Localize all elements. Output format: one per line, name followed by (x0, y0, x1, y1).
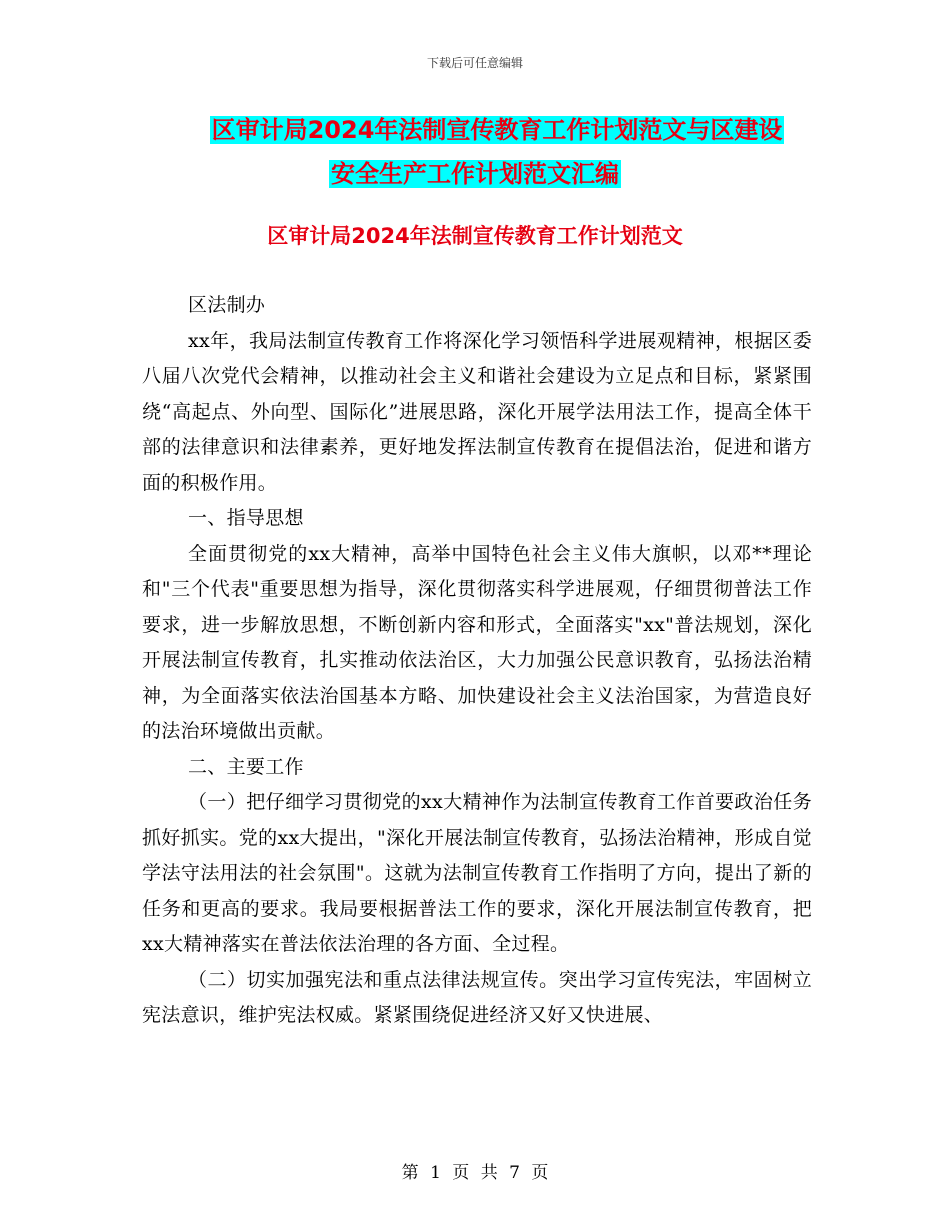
document-title-text-2: 安全生产工作计划范文汇编 (331, 160, 619, 188)
document-title-text-1: 区审计局2024年法制宣传教育工作计划范文与区建设 (211, 116, 783, 144)
section-title: 区审计局2024年法制宣传教育工作计划范文 (267, 224, 683, 248)
paragraph-work-item-2: （二）切实加强宪法和重点法律法规宣传。突出学习宣传宪法，牢固树立宪法意识，维护宪法权威。紧紧围绕促进经济又好又快进展、 (142, 968, 812, 1026)
document-title-line-1 (22, 108, 950, 152)
page-number-footer: 第 1 页 共 7 页 (401, 1163, 549, 1183)
document-body (142, 288, 812, 1034)
paragraph-addressee: 区法制办 (188, 294, 266, 316)
document-title-line-2 (0, 152, 950, 196)
paragraph-work-item-1: （一）把仔细学习贯彻党的xx大精神作为法制宣传教育工作首要政治任务抓好抓实。党的xx大提出，"深化开展法制宣传教育，弘扬法治精神，形成自觉学法守法用法的社会氛围"。这就为法制宣传教育工作指明了方向，提出了新的任务和更高的要求。我局要根据普法工作的要求，深化开展法制宣传教育，把xx大精神落实在普法依法治理的各方面、全过程。 (142, 791, 812, 955)
paragraph-intro: xx年，我局法制宣传教育工作将深化学习领悟科学进展观精神，根据区委八届八次党代会精神，以推动社会主义和谐社会建设为立足点和目标，紧紧围绕“高起点、外向型、国际化”进展思路，深化开展学法用法工作，提高全体干部的法律意识和法律素养，更好地发挥法制宣传教育在提倡法治，促进和谐方面的积极作用。 (142, 329, 812, 494)
heading-main-work: 二、主要工作 (188, 755, 304, 778)
heading-guiding-thought: 一、指导思想 (188, 507, 304, 529)
page-header-note: 下载后可任意编辑 (426, 56, 523, 70)
paragraph-guiding-thought: 全面贯彻党的xx大精神，高举中国特色社会主义伟大旗帜，以邓**理论和"三个代表"重要思想为指导，深化贯彻落实科学进展观，仔细贯彻普法工作要求，进一步解放思想，不断创新内容和形式，全面落实"xx"普法规划，深化开展法制宣传教育，扎实推动依法治区，大力加强公民意识教育，弘扬法治精神，为全面落实依法治国基本方略、加快建设社会主义法治国家，为营造良好的法治环境做出贡献。 (142, 542, 812, 742)
